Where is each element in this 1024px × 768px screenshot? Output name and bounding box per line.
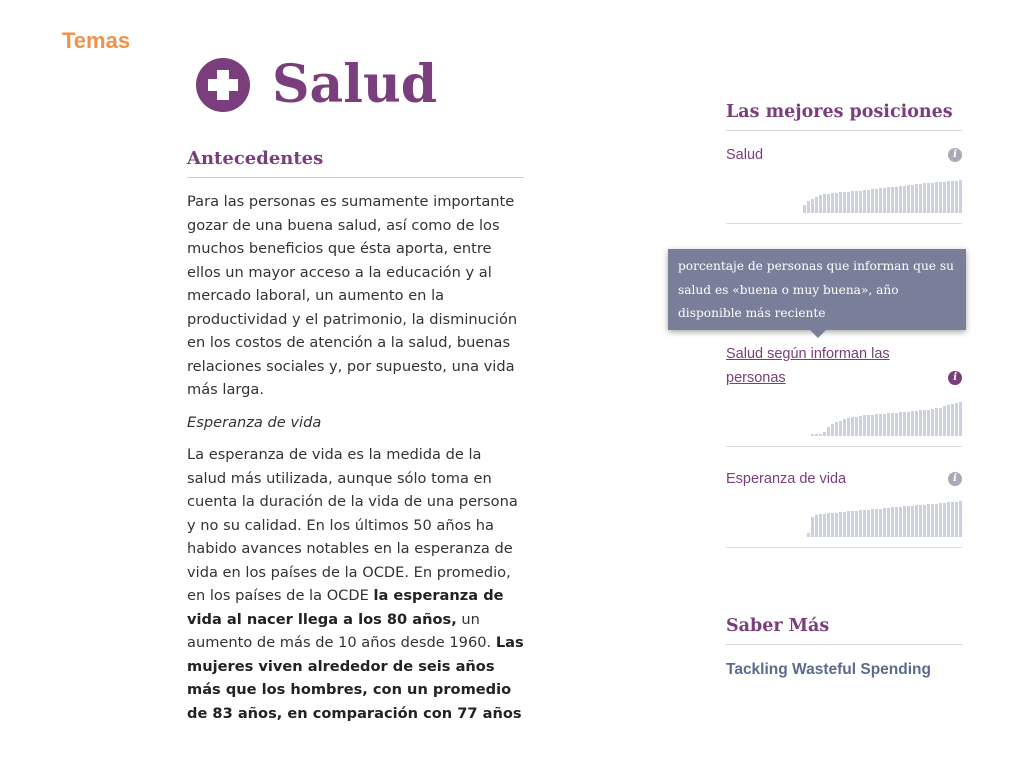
spark-bar bbox=[911, 411, 914, 436]
spark-bar bbox=[847, 511, 850, 537]
spark-bar bbox=[883, 508, 886, 537]
spark-bar bbox=[867, 415, 870, 436]
spark-bar bbox=[911, 185, 914, 213]
spark-bar bbox=[939, 408, 942, 436]
spark-bar bbox=[931, 183, 934, 213]
spark-bar bbox=[867, 510, 870, 537]
spark-bar bbox=[847, 192, 850, 213]
paragraph-intro: Para las personas es sumamente importante gozar de una buena salud, así como de los muchos beneficios que ésta aporta, entre ellos un mayor acceso a la educación y al mercado laboral, un aumento en la productividad y el patrimonio, la disminución en los costos de atención a la salud, buenas relaciones sociales y, por supuesto, una vida más larga. bbox=[187, 193, 518, 398]
spark-bar bbox=[895, 507, 898, 537]
ranking-label[interactable]: Salud bbox=[726, 147, 764, 163]
spark-bar bbox=[851, 511, 854, 537]
spark-bar bbox=[835, 193, 838, 213]
spark-bar bbox=[871, 189, 874, 213]
bold-segment: Las mujeres viven alrededor de seis años más que los hombres, con un promedio de 83 años, en comparación con 77 años bbox=[187, 634, 524, 722]
temas-link[interactable]: Temas bbox=[62, 28, 131, 53]
spark-bar bbox=[843, 419, 846, 436]
spark-bar bbox=[899, 507, 902, 537]
bold-segment: la esperanza de vida al nacer llega a los 80 años, bbox=[187, 587, 504, 628]
spark-bar bbox=[943, 503, 946, 537]
spark-bar bbox=[951, 502, 954, 537]
sparkline-chart bbox=[726, 173, 962, 213]
spark-bar bbox=[919, 184, 922, 213]
spark-bar bbox=[883, 414, 886, 436]
text-segment: un aumento de más de 10 años desde 1960. bbox=[187, 610, 496, 651]
spark-bar bbox=[815, 434, 818, 436]
spark-bar bbox=[927, 410, 930, 436]
spark-bar bbox=[927, 183, 930, 213]
spark-bar bbox=[811, 199, 814, 213]
spark-bar bbox=[903, 186, 906, 213]
spark-bar bbox=[943, 182, 946, 213]
spark-bar bbox=[855, 511, 858, 537]
spark-bar bbox=[831, 424, 834, 436]
spark-bar bbox=[935, 182, 938, 213]
spark-bar bbox=[883, 188, 886, 213]
spark-bar bbox=[819, 434, 822, 436]
spark-bar bbox=[879, 414, 882, 436]
spark-bar bbox=[811, 434, 814, 436]
spark-bar bbox=[959, 180, 962, 213]
spark-bar bbox=[907, 185, 910, 213]
spark-bar bbox=[863, 510, 866, 537]
spark-bar bbox=[935, 408, 938, 436]
spark-bar bbox=[859, 191, 862, 213]
spark-bar bbox=[907, 412, 910, 436]
spark-bar bbox=[923, 505, 926, 537]
spark-bar bbox=[859, 416, 862, 436]
spark-bar bbox=[807, 533, 810, 537]
spark-bar bbox=[875, 414, 878, 436]
spark-bar bbox=[851, 191, 854, 213]
spark-bar bbox=[819, 195, 822, 213]
spark-bar bbox=[955, 502, 958, 537]
page-header bbox=[196, 54, 437, 115]
sparkline-chart bbox=[726, 497, 962, 537]
spark-bar bbox=[839, 512, 842, 537]
spark-bar bbox=[907, 506, 910, 537]
spark-bar bbox=[815, 197, 818, 213]
spark-bar bbox=[911, 506, 914, 537]
spark-bar bbox=[811, 517, 814, 537]
spark-bar bbox=[839, 421, 842, 436]
spark-bar bbox=[827, 194, 830, 213]
spark-bar bbox=[863, 190, 866, 213]
spark-bar bbox=[843, 192, 846, 213]
spark-bar bbox=[887, 508, 890, 537]
spark-bar bbox=[831, 193, 834, 213]
ranking-label[interactable]: Esperanza de vida bbox=[726, 471, 847, 487]
spark-bar bbox=[871, 509, 874, 537]
spark-bar bbox=[959, 501, 962, 537]
spark-bar bbox=[875, 189, 878, 213]
spark-bar bbox=[851, 417, 854, 436]
spark-bar bbox=[935, 504, 938, 537]
spark-bar bbox=[887, 413, 890, 436]
spark-bar bbox=[835, 422, 838, 436]
spark-bar bbox=[947, 405, 950, 436]
spark-bar bbox=[823, 514, 826, 537]
spark-bar bbox=[943, 406, 946, 436]
spark-bar bbox=[955, 181, 958, 213]
page-title: Salud bbox=[272, 54, 438, 115]
spark-bar bbox=[879, 509, 882, 537]
health-cross-icon bbox=[196, 58, 250, 112]
ranking-item-salud[interactable] bbox=[726, 131, 962, 224]
spark-bar bbox=[951, 404, 954, 436]
spark-bar bbox=[951, 181, 954, 213]
section-heading-antecedentes: Antecedentes bbox=[187, 148, 524, 178]
spark-bar bbox=[835, 513, 838, 537]
subheading-esperanza: Esperanza de vida bbox=[187, 413, 322, 431]
spark-bar bbox=[955, 403, 958, 436]
spark-bar bbox=[843, 512, 846, 537]
spark-bar bbox=[903, 412, 906, 436]
info-tooltip: porcentaje de personas que informan que su salud es «buena o muy buena», año disponible más reciente bbox=[668, 249, 966, 330]
info-icon[interactable]: i bbox=[948, 472, 962, 486]
info-icon[interactable]: i bbox=[948, 371, 962, 385]
spark-bar bbox=[855, 191, 858, 213]
spark-bar bbox=[823, 432, 826, 436]
spark-bar bbox=[919, 410, 922, 436]
saber-mas-section bbox=[726, 616, 962, 679]
spark-bar bbox=[923, 183, 926, 213]
spark-bar bbox=[887, 187, 890, 213]
spark-bar bbox=[947, 181, 950, 213]
spark-bar bbox=[831, 513, 834, 537]
spark-bar bbox=[823, 194, 826, 213]
spark-bar bbox=[855, 417, 858, 436]
spark-bar bbox=[879, 188, 882, 213]
spark-bar bbox=[895, 187, 898, 213]
ranking-item-esperanza[interactable] bbox=[726, 447, 962, 548]
spark-bar bbox=[915, 505, 918, 537]
spark-bar bbox=[863, 415, 866, 436]
spark-bar bbox=[939, 182, 942, 213]
saber-mas-link[interactable]: Tackling Wasteful Spending bbox=[726, 661, 931, 678]
spark-bar bbox=[899, 412, 902, 436]
spark-bar bbox=[891, 507, 894, 537]
spark-bar bbox=[803, 205, 806, 213]
saber-mas-heading: Saber Más bbox=[726, 616, 962, 645]
spark-bar bbox=[923, 410, 926, 436]
spark-bar bbox=[895, 413, 898, 436]
spark-bar bbox=[815, 515, 818, 537]
spark-bar bbox=[931, 409, 934, 436]
spark-bar bbox=[939, 503, 942, 537]
sidebar-heading: Las mejores posiciones bbox=[726, 102, 962, 131]
spark-bar bbox=[927, 504, 930, 537]
spark-bar bbox=[915, 411, 918, 436]
spark-bar bbox=[819, 514, 822, 537]
spark-bar bbox=[899, 186, 902, 213]
spark-bar bbox=[859, 510, 862, 537]
ranking-label[interactable]: Salud según informan las personas bbox=[726, 346, 890, 386]
spark-bar bbox=[931, 504, 934, 537]
info-icon[interactable]: i bbox=[948, 148, 962, 162]
spark-bar bbox=[891, 413, 894, 436]
spark-bar bbox=[915, 184, 918, 213]
spark-bar bbox=[891, 187, 894, 213]
content-fade bbox=[187, 736, 524, 768]
spark-bar bbox=[959, 402, 962, 436]
spark-bar bbox=[875, 509, 878, 537]
spark-bar bbox=[903, 506, 906, 537]
spark-bar bbox=[847, 418, 850, 436]
spark-bar bbox=[827, 513, 830, 537]
spark-bar bbox=[867, 190, 870, 213]
paragraph-esperanza bbox=[187, 443, 524, 725]
sparkline-chart bbox=[726, 396, 962, 436]
spark-bar bbox=[947, 502, 950, 537]
spark-bar bbox=[871, 415, 874, 436]
main-content bbox=[187, 148, 524, 734]
text-segment: La esperanza de vida es la medida de la salud más utilizada, aunque sólo toma en cuenta la duración de la vida de una persona y no su calidad. En los últimos 50 años ha habido avances notables en la esperanza de vida en los países de la OCDE. En promedio, en los países de la OCDE bbox=[187, 446, 518, 604]
spark-bar bbox=[919, 505, 922, 537]
spark-bar bbox=[839, 192, 842, 213]
spark-bar bbox=[807, 201, 810, 213]
spark-bar bbox=[827, 427, 830, 436]
